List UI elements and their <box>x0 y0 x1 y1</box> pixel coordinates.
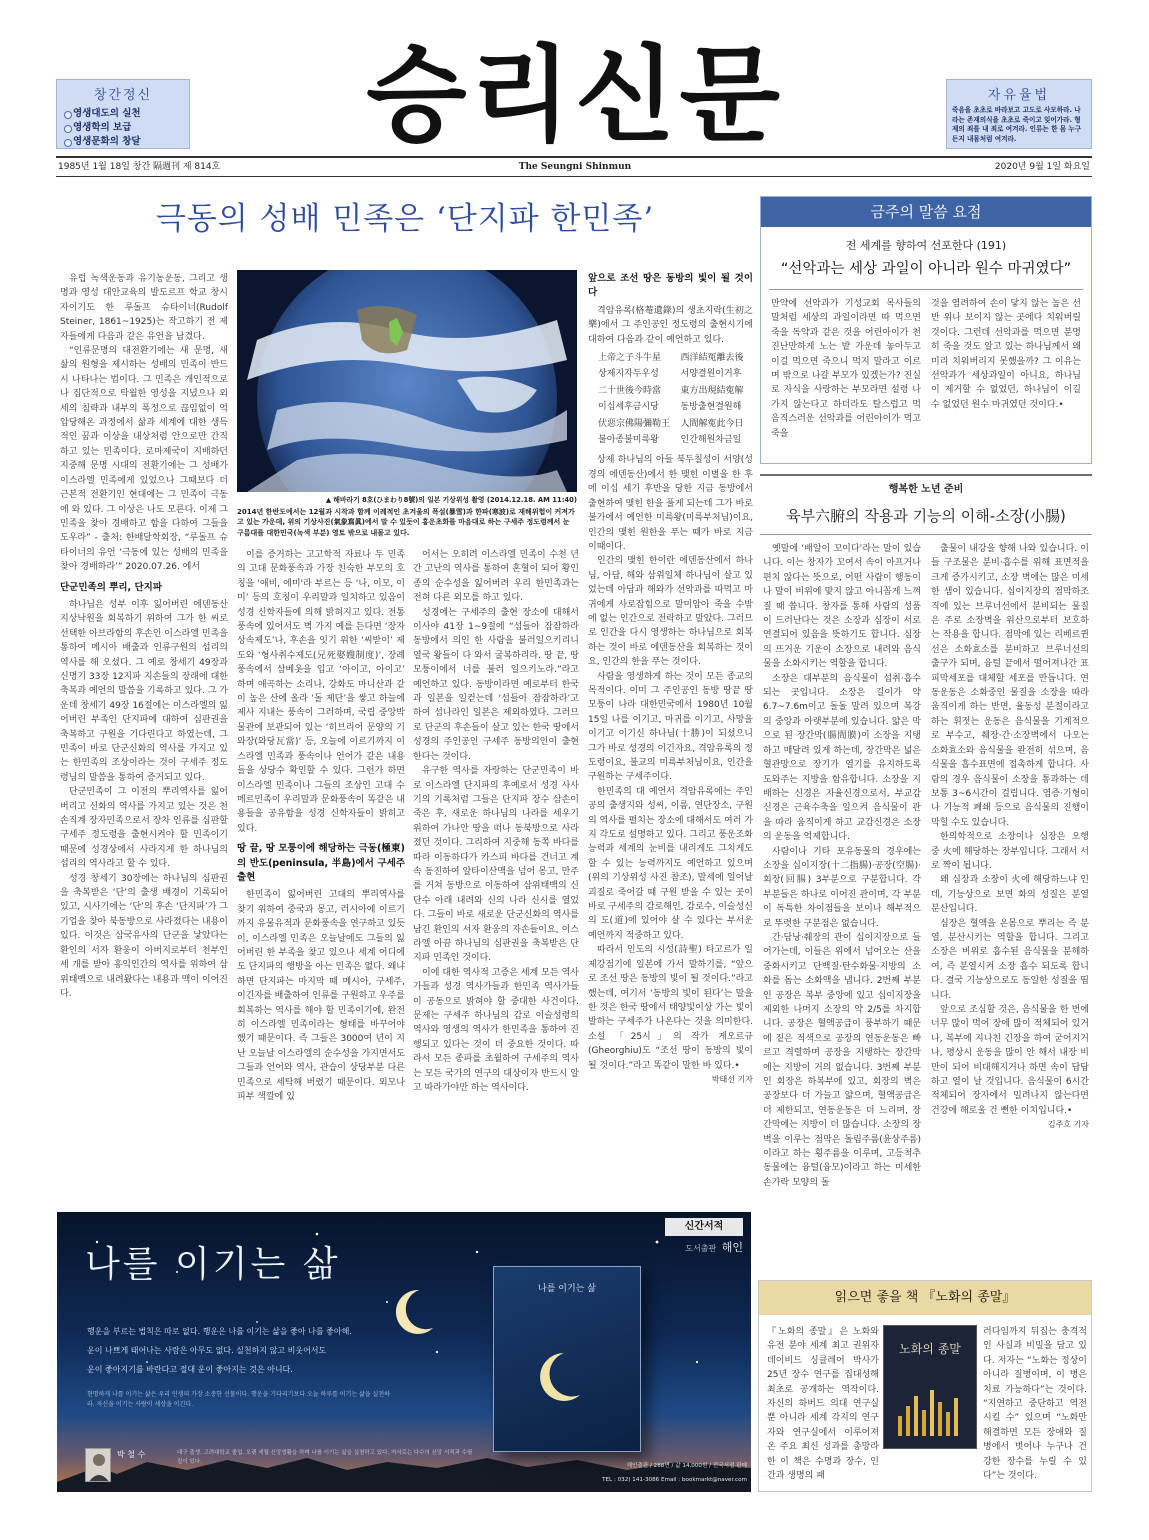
paragraph: 사람이나 기타 포유동물의 경우에는 소장을 십이지장(十二指腸)·공장(空腸)·회장(回腸) 3부분으로 구분합니다. 각 부분들은 하나로 이어진 관이며, 각 부분이 독특한 차이점들을 보이나 해부적으로 뚜렷한 구분점은 없습니다. <box>763 846 921 929</box>
weekly-word-subtitle: 전 세계를 향하여 선포한다 (191) <box>845 239 1007 252</box>
paragraph: 어서는 오히려 이스라엘 민족이 수천 년간 고난의 역사를 통하여 혼혈이 되어 황인종의 순수성을 잃어버려 우리 한민족과는 전혀 다른 외모를 하고 있다. <box>413 550 579 604</box>
paragraph: 왜 심장과 소장이 火에 해당하느냐 인데, 기능상으로 보면 화의 성질은 분열 분산입니다. <box>931 875 1089 915</box>
photo-caption-title: ▲ 해바라기 8호(ひまわり8號)의 일본 기상위성 촬영 (2014.12.18. AM 11:40) <box>325 496 577 504</box>
paragraph: 심장은 혈액을 온몸으로 뿌리는 즉 분열, 분산시키는 역할을 합니다. 그리고 소장은 비위로 흡수된 음식물을 분해하여, 즉 분열시켜 소장 흡수 되도록 합니다. 결국 기능상으로도 동일한 성질을 띱니다. <box>931 918 1089 1001</box>
main-headline: 극동의 성배 민족은 ‘단지파 한민족’ <box>155 201 655 237</box>
publisher-name: 해인 <box>721 1241 743 1254</box>
paragraph: 하나님은 성부 이후 잃어버린 에덴동산 지상낙원을 회복하기 위하여 그가 한 씨로 선택한 아브라함의 후손인 이스라엘 민족을 통하여 메시아 배출과 인류구원의 섭리의 역사를 해 오셨다. 그 예로 창세기 49장과 신명기 33장 12지파 지손들의 장래에 대한 축복과 예언의 말씀을 기록하고 있다. 그 가운데 창세기 49장 16절에는 이스라엘의 잃어버린 부족인 단지파에 대하여 심판권을 축복하고 구원을 기다린다고 하였는데, 그 민족이 바로 단군신화의 역사를 가지고 있는 한민족의 조상이라는 것이 구세주 정도령님의 말씀을 통하여 증거되고 있다. <box>60 599 228 783</box>
book-recommendation <box>758 1280 1092 1492</box>
book-col-1: 『노화의 종말』은 노화와 유전 분야 세계 최고 권위자 데이비드 싱클레어 박사가 25년 장수 연구를 집대성해 최초로 공개하는 역작이다. 자신의 하버드 의대 연구실뿐 아니라 세계 각지의 연구자와 연구실에서 이루어져 온 주요 최신 성과를 총망라한 이 책은 수명과 장수, 인간과 생명의 패 <box>767 1327 879 1482</box>
health-title: 육부六腑의 작용과 기능의 이해-소장(小腸) <box>786 507 1066 525</box>
contact-info: TEL : 032) 141-3086 Email : bookmarkt@naver.com <box>602 1477 747 1483</box>
article-col-3 <box>413 548 579 1192</box>
book-info: 해인출판 / 288면 / 값 14,000원 / 전국서점 판매 <box>626 1463 747 1469</box>
paragraph: 단군민족이 그 이전의 뿌리역사를 잃어버리고 신화의 역사를 가지고 있는 것은 천손직계 장자민족으로서 장차 인류를 심판할 구세주 정도령을 출현시켜야 할 민족이기 때문에 성경상에서 사라지게 한 하나님의 섭리의 역사라고 할 수 있다. <box>60 787 228 870</box>
health-col-2 <box>931 542 1089 1254</box>
issue-date: 2020년 9월 1일 화요일 <box>994 162 1090 172</box>
ad-title: 나를 이기는 삶 <box>85 1244 341 1285</box>
health-col-1 <box>763 542 921 1254</box>
ad-description: 현명하게 나를 이기는 삶은 우리 인생의 가장 소중한 선물이다. 행운을 기다리기보다 오늘 하루를 이기는 삶을 실천하라. 자신을 이기는 사람이 세상을 이긴다. <box>87 1391 390 1408</box>
book-cover-image <box>883 1325 977 1449</box>
ad-line: 운이 좋아지기를 바란다고 절대 운이 좋아지는 것은 아니다. <box>87 1365 293 1374</box>
weekly-word-title: “선악과는 세상 과일이 아니라 원수 마귀였다” <box>780 261 1072 277</box>
ad-tagline <box>87 1322 427 1382</box>
book-cover-title: 나를 이기는 삶 <box>538 1284 596 1294</box>
book-col-2: 러다임까지 뒤집는 충격적인 사실과 비밀을 담고 있다. 저자는 “노화는 정상이 아니라 질병이며, 이 병은 치료 가능하다”는 것이다. “지연하고 중단하고 역전시킬 수” 있으며 “노화만 해결하면 모든 장애와 질병에서 벗어나 누구나 건강한 장수를 누릴 수 있다”는 것이다. <box>983 1327 1087 1482</box>
paragraph: 성경에는 구세주의 출현 장소에 대해서 이사야 41장 1~9절에 “섬들아 잠잠하라 동방에서 의인 한 사람을 불러일으키리니 열국 왕들이 다 와서 굴복하리라. 땅 끝, 땅 모퉁이에서 너를 불러 일으키노라.”라고 예언하고 있다. 동방이라면 예로부터 한국과 일본을 일컫는데 ‘섬들아 잠잠하라’고 하여 섬나라인 일본은 제외하였다. 그러므로 단군의 후손들이 살고 있는 한국 땅에서 성경의 주인공인 구세주 동방의인이 출현한다는 것이다. <box>413 607 579 762</box>
paragraph: 따라서 인도의 시성(詩聖) 타고르가 일제강점기에 일본에 가서 말하기를, “앞으로 조선 땅은 동방의 빛이 될 것이다.”라고 했는데, 여기서 ‘동방의 빛이 된다’는 말을 한 것은 한국 땅에서 태양빛이상 가는 빛이 발하는 구세주가 나온다는 것을 의미한다. 소설 「25시」의 작가 게오르규(Gheorghiu)도 “조선 땅이 동방의 빛이 될 것이다.”라고 똑같이 말한 바 있다.• <box>588 945 753 1071</box>
verse-line: 上帝之子斗牛星 <box>598 353 662 364</box>
paragraph: 유럽 녹색운동과 유기농운동, 그리고 생명과 영성 대안교육의 발도르프 학교 창시자이기도 한 루돌프 슈타이너(Rudolf Steiner, 1861~1925)는 작고하기 전 제자들에게 다음과 같은 유언을 남겼다. <box>60 274 228 342</box>
divider <box>760 534 1092 535</box>
ad-badge: 신간서적 <box>665 1218 743 1236</box>
paragraph: 한민족의 대 예언서 격암유록에는 주인공의 출생지와 성씨, 이름, 연단장소, 구원의 역사를 펼치는 장소에 대해서도 여러 가지 각도로 설명하고 있다. 그리고 풍운조화 능력과 세계의 눈비를 내리게도 그치게도 할 수 있는 능력까지도 예언하고 있으며(위의 기상위성 사진 참조), 말세에 일어날 괴질로 죽어갈 때 구원 받을 수 있는 곳이 바로 구세주의 감로해인, 감로수, 이슬성신의 도(道)에 있어야 살 수 있다는 부서운 예언까지 적중하고 있다. <box>588 786 753 941</box>
verse-line: 상제지자두우성 <box>598 369 659 380</box>
article-col-4 <box>588 272 753 1192</box>
book-header: 읽으면 좋을 책 『노화의 종말』 <box>759 1281 1091 1315</box>
verse-line: 西洋結冤離去後 <box>680 353 744 364</box>
law-box <box>946 79 1092 149</box>
law-text: 죽음을 초초로 바라보고 고도로 사모하라. 나라는 존재의식을 초초로 죽이고 잊어가라. 형제의 죄를 내 죄로 여겨라. 인류는 한 몸 누구든지 내몸처럼 여겨라. <box>952 106 1082 143</box>
weekly-word-col-1: 만약에 선악과가 기성교회 목사들의 말처럼 세상의 과일이라면 따 먹으면 죽을 독약과 같은 것을 어린아이가 천진난만하게 노는 밭 가운데 놓아두고 이걸 먹으면 죽으니 먹지 말라고 이르며 밖으로 나갈 부모가 있겠는가? 진실로 자식을 사랑하는 부모라면 설령 나가지 않는다고 하더라도 탈스럽고 먹음직스러운 선악과를 어린아이가 먹고 죽을 <box>771 299 921 439</box>
verse-line: 東方出現結寃解 <box>680 385 744 396</box>
ad-line: 운이 나쁘게 태어나는 사람은 아무도 없다. 실천하지 않고 비웃어서도 <box>87 1346 327 1355</box>
author-bio: 대구 출생. 고려대학교 졸업. 오랜 세월 신앙생활을 하며 나를 이기는 삶을 실천하고 있다. 저서로는 다수의 신앙 서적과 수필집이 있다. <box>177 1450 473 1465</box>
photo-caption: 2014년 한반도에서는 12월과 시작과 함께 이례적인 초겨울의 폭설(暴雪)과 한파(寒波)로 재해위험이 커져가고 있는 가운데, 위의 기상사진(氣象寫眞)에서 말 수 있듯이 홍운초화를 마음대로 하는 구세주 정도령께서 눈 구름대를 대한민국(녹색 부분) 영토 밖으로 내몰고 있다. <box>237 508 575 537</box>
book-advertisement <box>57 1212 751 1492</box>
paragraph: 출물이 내강을 향해 나와 있습니다. 이들 구조물은 분비·흡수를 위해 표면적을 크게 증가시키고, 소장 벽에는 많은 미세한 샘이 있습니다. 십이지장의 점막하조직에 있는 브루너선에서 분비되는 물질은 주로 소장벽을 위산으로부터 보호하는 작용을 합니다. 점막에 있는 리베르퀸선은 소화효소를 분비하고 브루너선의 출구가 되며, 융털 끝에서 떨어져나간 표피막세포를 대체할 세포를 만듭니다. 연동운동은 소화중인 물질을 소장을 따라 움직이게 하는 반면, 율동성 분절이라고 하는 휘젓는 운동은 음식물을 기계적으로 부수고, 췌장·간·소장벽에서 나오는 소화효소와 음식물을 완전히 섞으며, 음식물을 흡수표면에 접촉하게 합니다. 사람의 경우 음식물이 소장을 통과하는 데 보통 3~6시간이 걸립니다. 염증·기형이나 기능적 폐쇄 등으로 음식물의 진행이 막힐 수도 있습니다. <box>931 544 1089 828</box>
english-title: The Seungni Shinmun <box>518 162 632 172</box>
verse-line: 동방출현결원해 <box>680 402 742 413</box>
health-rule-top <box>760 474 1092 476</box>
satellite-photo <box>237 270 577 492</box>
subheading: 단군민족의 뿌리, 단지파 <box>60 581 162 593</box>
article-col-1 <box>60 272 228 1192</box>
book-cover-title: 노화의 종말 <box>899 1342 961 1356</box>
founding-info: 1985년 1월 18일 창간 隔週刊 제 814호 <box>58 162 221 172</box>
paragraph: 소장은 대부분의 음식물이 섭취·흡수되는 곳입니다. 소장은 길이가 약 6.7~7.6m이고 돌돌 말려 있으며 복강의 중앙과 아랫부분에 있습니다. 얇은 막으로 된 장간막(腸間膜)이 소장을 지탱하고 매달려 있게 하는데, 장간막은 넓은 혈관망으로 장기가 열기를 유지하도록 도와주는 지방을 함유합니다. 소장을 지배하는 신경은 자율신경으로서, 부교감신경은 근육수축을 일으켜 음식물이 관을 따라 움직이게 하고 교감신경은 소장의 운동을 억제합니다. <box>763 673 921 843</box>
paragraph: 옛말에 ‘배알이 꼬이다’라는 말이 있습니다. 이는 창자가 꼬여서 속이 아프거나 편치 않다는 뜻으로, 어떤 사람이 행동이나 말이 비위에 맞지 않고 아니꼽게 느껴질 때 씁니다. 창자를 통해 사람의 성품이 드러난다는 것은 소장과 심장이 서로 연결되어 있음을 뜻하기도 합니다. 심장의 뜨거운 기운이 소장으로 내려와 음식물을 소화시키는 역할을 합니다. <box>763 544 921 670</box>
verse-line: 人間解寃此今日 <box>680 418 744 429</box>
author-name: 박 철 수 <box>117 1450 146 1459</box>
spirit-item: 영생문화의 창달 <box>73 135 189 149</box>
subheading: 땅 끝, 땅 모퉁이에 해당하는 극동(極東)의 반도(peninsula, 半島)에서 구세주 출현 <box>237 843 405 883</box>
masthead-rule-bottom <box>56 176 1092 177</box>
weekly-word-panel <box>760 196 1092 464</box>
masthead-title: 승리신문 <box>366 40 784 150</box>
verse-line: 二十世後今時當 <box>598 385 662 396</box>
paragraph: 간·담낭·췌장의 관이 십이지장으로 들어가는데, 이들은 위에서 넘어오는 산을 중화시키고 단백질·탄수화물·지방의 소화를 돕는 소화액을 냅니다. 2번째 부분인 공장은 복부 중앙에 있고 십이지장을 제외한 나머지 소장의 약 2/5를 차지합니다. 공장은 혈액공급이 풍부하기 때문에 짙은 적색으로 공장의 연동운동은 빠르고 격렬하며 공장을 지탱하는 장간막에는 지방이 거의 없습니다. 3번째 부분인 회장은 하복부에 있고, 회장의 벽은 공장보다 더 가늘고 얇으며, 혈액공급은 더 제한되고, 연동운동은 더 느리며, 장간막에는 지방이 더 많습니다. 소장의 장벽을 이루는 점막은 돌림주름(윤상주름)이라고 하는 횡주름을 이루며, 고등척추동물에는 융털(융모)이라고 하는 미세한 손가락 모양의 돌 <box>763 932 921 1188</box>
byline: 김주호 기자 <box>1047 1120 1089 1130</box>
book-cover <box>493 1266 641 1452</box>
paragraph: 성경 창세기 30장에는 하나님의 심판권을 축복받은 ‘단’의 출생 배경이 기록되어 있고, 시사기에는 ‘단’의 후손 ‘단지파’가 그 기업을 찾아 북동방으로 사라졌다는 내용이 있다. 이것은 삼국유사의 단군을 낳았다는 환인의 서자 환웅이 아버지로부터 천부인 세 개를 받아 홍익인간의 역사를 위하여 삼위태백으로 내려왔다는 내용과 맥이 이어진다. <box>60 873 228 999</box>
spirit-item: 영생대도의 실천 <box>73 107 189 121</box>
verse-line: 인간해원차금일 <box>680 435 742 446</box>
spirit-title: 창간정신 <box>93 88 153 103</box>
paragraph: 앞으로 조심할 것은, 음식물을 한 번에 너무 많이 먹어 장에 많이 적체되어 있거나, 복부에 지나친 긴장을 하여 굳어지거나, 평상시 운동을 많이 안 해서 내장 비만이 되어 비대해지거나 하면 속이 답답하고 열이 날 것입니다. 음식물이 6시간 적체되어 장자에서 밀려나지 않는다면 건강에 해로울 건 뻔한 이치입니다.• <box>931 1005 1089 1116</box>
verse-line: 이십세후금시당 <box>598 402 659 413</box>
earth-image <box>237 270 577 492</box>
divider <box>769 289 1083 290</box>
subheading: 앞으로 조선 땅은 동방의 빛이 될 것이다 <box>588 273 753 299</box>
paragraph: 한의학적으로 소장이나 심장은 오행 중 火에 해당하는 장부입니다. 그래서 서로 짝이 됩니다. <box>931 832 1089 871</box>
paragraph: 이에 대한 역사적 고증은 세계 모든 역사가들과 성경 역사가들과 한민족 역사가들이 공동으로 밝혀야 할 중대한 사건이다. 문제는 구세주 하나님의 감로 이슬성령의 역사와 영생의 역사가 한민족을 통하여 진행되고 있다는 것이 더 중요한 것이다. 따라서 모든 종파를 초월하여 구세주의 역사는 모든 국가의 연구의 대상이자 반드시 알고 따라가야만 하는 역사이다. <box>413 967 579 1094</box>
paragraph: 인간의 맺힌 한이란 에덴동산에서 하나님, 아담, 해와 삼위일체 하나님이 살고 있었는데 아담과 해와가 선악과를 따먹고 마귀에게 사로잡힘으로 말미암아 죽을 수밖에 없는 인간으로 전락하고 말았다. 그러므로 인간을 다시 영생하는 하나님으로 회복하는 것이 바로 에덴동산을 회복하는 것이요, 인간의 한을 푸는 것이다. <box>588 556 753 668</box>
paragraph: 유구한 역사를 자랑하는 단군민족이 바로 이스라엘 단지파의 후예로서 성경 사사기의 기록처럼 그들은 단지파 장수 삼손이 죽은 후, 새로운 하나님의 나라를 세우기 위하여 가나안 땅을 떠나 동북방으로 사라졌던 것이다. 그리하여 지중해 동쪽 바다를 따라 이동하다가 카스피 바다를 건너고 계속 동진하여 알타이산맥을 넘어 몽고, 만주를 거쳐 동방으로 이동하여 삼위태백의 신단수 아래 내려와 신의 나라 신시를 열었다. 그들이 바로 새로운 단군신화의 역사를 남긴 환인의 서자 환웅의 자손들이요, 이스라엘 아끔 하나님의 심판권을 축복받은 단지파 민족인 것이다. <box>413 766 579 964</box>
paragraph: 사람을 영생하게 하는 것이 모든 종교의 목적이다. 이미 그 주인공인 동방 땅끝 땅 모퉁이 나라 대한민국에서 1980년 10월 15일 나를 이기고, 마귀를 이기고, 사망을 이기고 이기신 하나님(十勝)이 되셨으니 그가 바로 성경의 이긴자요, 격암유록의 정도령이요, 불교의 미륵부처님이요, 인간을 구원하는 구세주이다. <box>588 671 753 783</box>
publisher-label: 도서출판 <box>685 1244 717 1253</box>
paragraph: “인류문명의 대전환기에는 새 문명, 새 삶의 원형을 제시하는 성배의 민족이 반드시 나타나는 법이다. 그 민족은 개인적으로나 집단적으로 탁월한 영성을 지녔으나 외세의 침략과 내부의 폭정으로 끊임없이 억압당해온 과정에서 삶과 세계에 대한 생득적인 꿈과 이상을 내상처럼 안으로만 간직하고 있는 민족이다. 로마제국이 지배하던 지중해 문명 시대의 전환기에는 그 성배가 이스라엘 민족에게 있었으나 그때보다 더 근본적 전환기인 현대에는 그 민족이 극동에 와 있다. 그 이상은 나도 모른다. 이제 그 민족을 찾아 경배하고 함을 다하여 그들을 도우라” - 출처: 한배달학회장, “루돌프 슈타이너의 유언 ‘극동에 있는 성배의 민족을 찾아 경배하라’” 2020.07.26. 에서 <box>60 346 228 573</box>
article-col-2 <box>237 548 405 1192</box>
ad-line: 행운을 부르는 법칙은 따로 없다. 행운은 나를 이기는 삶을 좋아 나를 좋아해. <box>87 1327 352 1336</box>
author-photo <box>85 1448 111 1482</box>
verse-line: 서양결원이거후 <box>680 369 742 380</box>
weekly-word-header: 금주의 말씀 요점 <box>761 197 1091 227</box>
verse-line: 伏惡宗佛陽彌勒王 <box>598 418 671 429</box>
verse-line: 불아종불미륵왕 <box>598 435 659 446</box>
paragraph: 격암유록(格菴遺錄)의 생초지락(生初之樂)에서 그 주인공인 정도령의 출현시기에 대하여 다음과 같이 예언하고 있다. <box>588 305 753 345</box>
byline: 박태선 기자 <box>711 1074 753 1084</box>
prophecy-verse <box>598 351 753 447</box>
spirit-item: 영생학의 보급 <box>73 121 189 135</box>
law-title: 자유율법 <box>987 88 1051 103</box>
paragraph: 이를 증거하는 고고학적 자료나 두 민족의 고대 문화풍속과 가장 친숙한 부모의 호칭을 '애비, 에미'라 부르는 등 ‘나, 이모, 이미’ 등의 호칭이 우리말과 일치하고 있음이 성경 신학자들에 의해 밝혀지고 있다. 전통풍속에 있어서도 벽 가지 예를 든다면 ‘장자상속제도’나, 후손을 잇기 위한 ‘씨받이’ 제도와 ‘형사취수제도(兄死娶嫂制度)’, 장례 풍속에서 삼베옷을 입고 ‘아이고, 아이고’ 하며 애곡하는 소리나, 강화도 마니산과 같이 높은 산에 올라 ‘돌 제단’을 쌓고 하늘에 제사 지내는 풍속이 그러하며, 국립 중앙박물관에 보관되어 있는 ‘히브리어 문양의 기와장(와당瓦當)’ 등, 오늘에 이르기까지 이스라엘 민족과 풍속이나 언어가 같은 내용들을 상당수 확인할 수 있다. 그런가 하면 이스라엘 민족이나 그들의 조상인 고대 수메르민족이 우리말과 문화풍속이 똑같은 내용들을 공유함을 성경 신학자들이 밝히고 있다. <box>237 550 405 834</box>
paragraph: 상제 하나님의 아들 북두칠성이 서양(성경의 에덴동산)에서 한 맺힌 이별을 한 후에 이십 세기 후반을 당한 지금 동방에서 출현하여 맺힌 한을 풀게 되는데 그가 바로 불가에서 예언한 미륵왕(미륵부처님)이요, 인간의 맺힌 원한을 푸는 때가 바로 지금 이때이다. <box>588 455 753 552</box>
health-kicker: 행복한 노년 준비 <box>888 484 964 495</box>
weekly-word-col-2: 것을 염려하여 손이 닿지 않는 높은 선반 위나 보이지 않는 곳에다 치워버릴 것이다. 그런데 선악과를 먹으면 분명히 죽을 것도 알고 있는 하나님께서 왜 미리 치워버리지 못했을까? 그 이유는 선악과가 세상과일이 아니요, 하나님이 제거할 수 없었던, 하나님이 이길 수 없었던 원수 마귀였던 것이다.• <box>931 299 1081 410</box>
spirit-box <box>56 79 190 149</box>
masthead-rule <box>56 156 1092 158</box>
ad-publisher <box>657 1240 743 1256</box>
paragraph: 한민족이 잃어버린 고대의 뿌리역사를 찾기 위하여 중국과 몽고, 러시아에 이르기까지 유물유적과 문화풍속을 연구하고 있듯이, 이스라엘 민족은 오늘날에도 그들의 잃어버린 한 부족을 찾고 있으나 세계 어디에도 단지파의 행방을 아는 민족은 없다. 왜냐하면 단지파는 마지막 때 메시아, 구세주, 이긴자를 배출하여 인류를 구원하고 우주를 회복하는 역사를 해야 할 민족이기에, 완전히 이스라엘 민족이라는 형태를 바꾸어야 했기 때문이다. 즉 그들은 3000여 년이 지난 오늘날 이스라엘의 순수성을 가지면서도 그들과 언어와 역사, 관습이 상당부분 다른 민족으로 세탁해 버렸기 때문이다. 외모나 피부 색깔에 있 <box>237 890 405 1103</box>
